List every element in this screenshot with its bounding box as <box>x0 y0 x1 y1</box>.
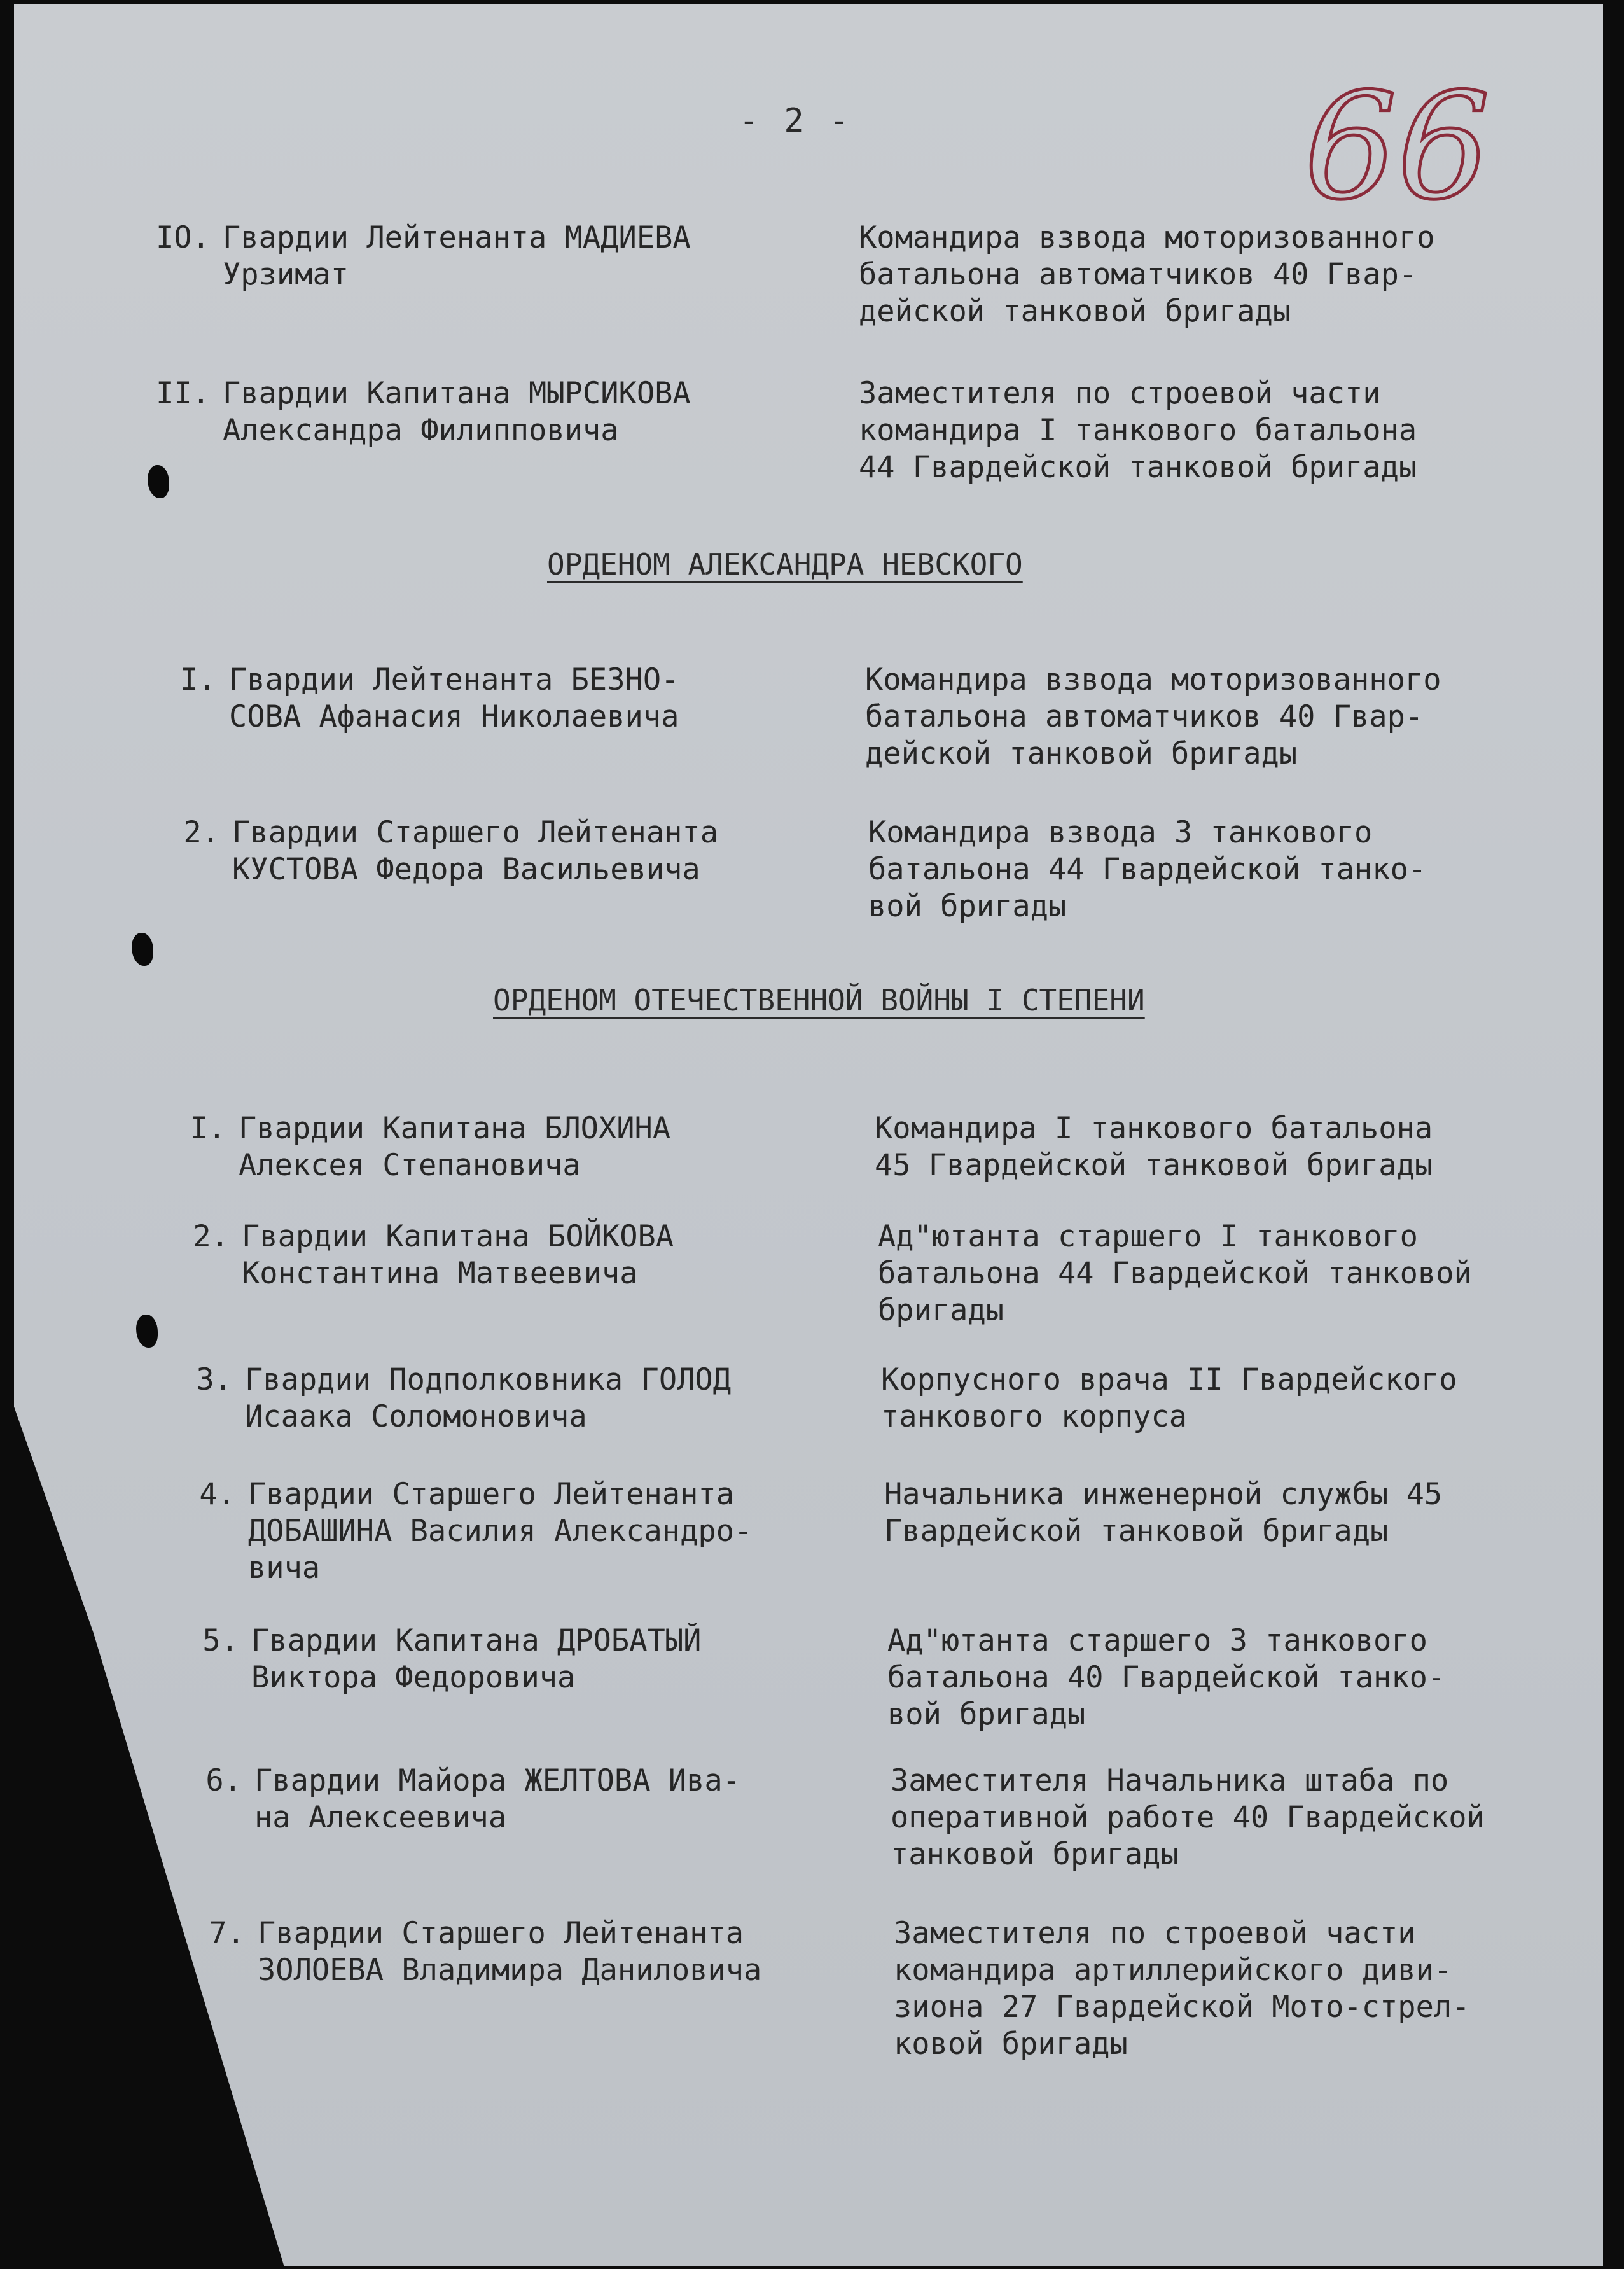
name-line: Гвардии Старшего Лейтенанта <box>248 1477 735 1512</box>
position-line: Заместителя по строевой части <box>859 376 1381 411</box>
name-line: Гвардии Лейтенанта МАДИЕВА <box>223 220 691 255</box>
handwritten-page-number <box>1298 38 1490 232</box>
name-line: Гвардии Капитана БОЙКОВА <box>242 1219 674 1254</box>
position-line: батальона автоматчиков 40 Гвар- <box>859 257 1417 292</box>
entry-position <box>859 375 1571 486</box>
position-line: батальона 40 Гвардейской танко- <box>887 1660 1446 1695</box>
entry-name <box>245 1362 817 1435</box>
entry-name <box>223 220 795 293</box>
entry-name <box>229 662 802 736</box>
position-line: командира артиллерийского диви- <box>894 1953 1452 1988</box>
position-line: зиона 27 Гвардейской Мото-стрел- <box>894 1990 1470 2025</box>
entry-number: I. <box>190 1111 226 1146</box>
section-heading: ОРДЕНОМ ОТЕЧЕСТВЕННОЙ ВОЙНЫ I СТЕПЕНИ <box>493 983 1145 1017</box>
position-line: Корпусного врача II Гвардейского <box>881 1362 1457 1397</box>
name-line: Гвардии Лейтенанта БЕЗНО- <box>229 662 679 697</box>
punch-hole <box>148 465 169 498</box>
name-line: ДОБАШИНА Василия Александро- <box>248 1514 753 1549</box>
position-line: Командира взвода моторизованного <box>865 662 1441 697</box>
entry-number: IO. <box>156 220 210 255</box>
entry-name <box>232 814 805 888</box>
name-line: Гвардии Майора ЖЕЛТОВА Ива- <box>254 1763 741 1798</box>
position-line: дейской танковой бригады <box>859 294 1291 329</box>
position-line: батальона 44 Гвардейской танко- <box>868 852 1427 887</box>
entry-name <box>251 1623 824 1696</box>
name-line: на Алексеевича <box>254 1800 507 1835</box>
entry-number: 5. <box>202 1623 239 1658</box>
position-line: танкового корпуса <box>881 1399 1188 1434</box>
entry-name <box>254 1763 827 1836</box>
entry-name <box>258 1915 830 1989</box>
name-line: Гвардии Капитана МЫРСИКОВА <box>223 376 691 411</box>
entry-position <box>884 1476 1597 1550</box>
position-line: вой бригады <box>887 1697 1086 1732</box>
name-line: Гвардии Капитана БЛОХИНА <box>239 1111 671 1146</box>
position-line: оперативной работе 40 Гвардейской <box>891 1800 1485 1835</box>
position-line: батальона автоматчиков 40 Гвар- <box>865 699 1424 734</box>
entry-position <box>887 1623 1600 1733</box>
position-line: танковой бригады <box>891 1837 1179 1872</box>
name-line: Константина Матвеевича <box>242 1256 638 1291</box>
position-line: 44 Гвардейской танковой бригады <box>859 450 1417 485</box>
name-line: Александра Филипповича <box>223 413 619 448</box>
punch-hole <box>136 1315 158 1348</box>
entry-name <box>248 1476 821 1587</box>
section-heading: ОРДЕНОМ АЛЕКСАНДРА НЕВСКОГО <box>547 547 1023 582</box>
punch-hole <box>132 933 153 966</box>
name-line: Гвардии Капитана ДРОБАТЫЙ <box>251 1623 702 1658</box>
position-line: вой бригады <box>868 889 1067 924</box>
entry-position <box>881 1362 1593 1435</box>
position-line: Командира взвода моторизованного <box>859 220 1435 255</box>
position-line: Командира I танкового батальона <box>875 1111 1433 1146</box>
name-line: Гвардии Подполковника ГОЛОД <box>245 1362 732 1397</box>
name-line: КУСТОВА Федора Васильевича <box>232 852 700 887</box>
position-line: Ад"ютанта старшего 3 танкового <box>887 1623 1427 1658</box>
name-line: Алексея Степановича <box>239 1148 581 1183</box>
entry-number: II. <box>156 376 210 411</box>
name-line: СОВА Афанасия Николаевича <box>229 699 679 734</box>
handwritten-number-text: 66 <box>1304 62 1490 232</box>
position-line: Ад"ютанта старшего I танкового <box>878 1219 1418 1254</box>
name-line: ЗОЛОЕВА Владимира Даниловича <box>258 1953 762 1988</box>
position-line: Начальника инженерной службы 45 <box>884 1477 1443 1512</box>
position-line: Заместителя по строевой части <box>894 1916 1416 1951</box>
name-line: Исаака Соломоновича <box>245 1399 587 1434</box>
entry-number: 3. <box>196 1362 232 1397</box>
name-line: Виктора Федоровича <box>251 1660 576 1695</box>
entry-name <box>239 1110 811 1184</box>
entry-position <box>878 1218 1590 1329</box>
position-line: ковой бригады <box>894 2027 1128 2062</box>
entry-name <box>223 375 795 449</box>
name-line: Урзимат <box>223 257 349 292</box>
name-line: Гвардии Старшего Лейтенанта <box>232 815 719 850</box>
position-line: командира I танкового батальона <box>859 413 1417 448</box>
page-number: - 2 - <box>739 102 852 140</box>
entry-number: I. <box>180 662 216 697</box>
entry-position <box>859 220 1571 330</box>
entry-position <box>875 1110 1587 1184</box>
entry-number: 2. <box>193 1219 229 1254</box>
entry-name <box>242 1218 814 1292</box>
position-line: батальона 44 Гвардейской танковой <box>878 1256 1472 1291</box>
entry-position <box>894 1915 1606 2063</box>
entry-number: 2. <box>183 815 219 850</box>
entry-number: 6. <box>205 1763 242 1798</box>
entry-position <box>865 662 1578 772</box>
entry-number: 7. <box>209 1916 245 1951</box>
position-line: Заместителя Начальника штаба по <box>891 1763 1449 1798</box>
position-line: 45 Гвардейской танковой бригады <box>875 1148 1433 1183</box>
name-line: Гвардии Старшего Лейтенанта <box>258 1916 744 1951</box>
entry-number: 4. <box>199 1477 235 1512</box>
position-line: Гвардейской танковой бригады <box>884 1514 1389 1549</box>
entry-position <box>868 814 1581 925</box>
name-line: вича <box>248 1551 321 1586</box>
position-line: Командира взвода 3 танкового <box>868 815 1373 850</box>
position-line: бригады <box>878 1293 1004 1328</box>
position-line: дейской танковой бригады <box>865 736 1298 771</box>
entry-position <box>891 1763 1603 1873</box>
